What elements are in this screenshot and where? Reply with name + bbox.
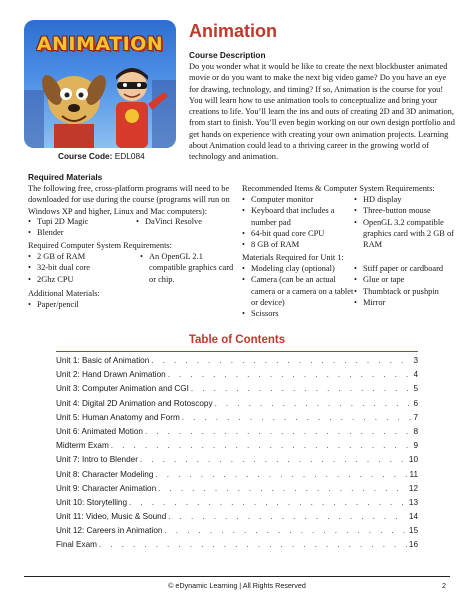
toc-entry-page: 3 <box>413 356 418 365</box>
toc-entry-label: Unit 4: Digital 2D Animation and Rotoscopy <box>56 398 213 408</box>
toc-entry[interactable] <box>56 512 418 526</box>
toc-entry[interactable] <box>56 455 418 469</box>
required-materials-intro: The following free, cross-platform programs will need to be downloaded for use during the course (programs will run on Windows XP and higher, Linux and Mac computers): <box>28 184 230 216</box>
toc-leader-dots <box>155 470 407 479</box>
course-code-label: Course Code: <box>58 151 113 161</box>
toc-entry-page: 14 <box>408 512 418 522</box>
list-item: • Tupi 2D Magic <box>28 216 130 227</box>
recommended-list <box>242 194 462 250</box>
toc-leader-dots <box>140 455 407 464</box>
list-item: • OpenGL 3.2 compatible graphics card with 2 GB of RAM <box>354 217 462 251</box>
list-item: • An OpenGL 2.1 compatible graphics card or chip. <box>140 251 238 285</box>
additional-materials-list <box>28 299 238 310</box>
course-code-value: EDL084 <box>114 151 145 161</box>
additional-materials-heading: Additional Materials: <box>28 289 100 298</box>
list-item: • Scissors <box>242 308 354 319</box>
list-item: • 8 GB of RAM <box>242 239 354 250</box>
toc-title: Table of Contents <box>188 334 286 346</box>
page-title: Animation <box>189 21 277 41</box>
toc-entry-label: Unit 1: Basic of Animation <box>56 356 150 365</box>
toc-entry-page: 5 <box>413 384 418 394</box>
course-cover-image <box>24 20 176 148</box>
list-item: • Paper/pencil <box>28 299 238 310</box>
list-item: • 2 GB of RAM <box>28 251 140 262</box>
footer-copyright: © eDynamic Learning | All Rights Reserved <box>168 581 306 590</box>
toc-leader-dots <box>168 370 412 379</box>
list-item: • 2Ghz CPU <box>28 274 140 285</box>
list-item: • HD display <box>354 194 462 205</box>
toc-leader-dots <box>151 356 411 365</box>
course-description-text: Do you wonder what it would be like to create the next blockbuster animated movie or do you want to make the next big video game? Do you have an eye for drawing, technology, and timing? If so, Animation is the course for you! You will learn how to use animation tools to conceptualize and bring your creations to life. You’ll learn the ins and outs of creating 2D and 3D animation, from start to finish. You’ll even begin working on our own design portfolio and get hands on experience with creating your own animation projects. Learning about Animation could lead to a thriving career in the growing world of technology and animation. <box>189 62 455 162</box>
toc-entry-page: 12 <box>408 483 418 493</box>
toc-leader-dots <box>111 441 412 450</box>
toc-entry-page: 11 <box>409 469 418 479</box>
course-description-heading: Course Description <box>189 50 266 60</box>
unit1-materials-list <box>242 263 462 319</box>
toc-entry[interactable] <box>56 370 418 384</box>
list-item: • DaVinci Resolve <box>136 216 238 227</box>
cover-illustration <box>24 20 176 148</box>
toc-entry-label: Final Exam <box>56 540 97 550</box>
toc-entry[interactable] <box>56 441 418 455</box>
toc-entry-label: Midterm Exam <box>56 441 109 451</box>
system-requirements-list <box>28 251 238 285</box>
toc-entry-page: 8 <box>413 426 418 436</box>
toc-entry-label: Unit 3: Computer Animation and CGI <box>56 384 189 394</box>
toc-divider <box>56 351 418 352</box>
list-item: • Keyboard that includes a number pad <box>242 205 354 228</box>
toc-leader-dots <box>168 512 407 521</box>
toc-leader-dots <box>165 526 407 535</box>
list-item: • Blender <box>28 227 130 238</box>
page-number: 2 <box>442 581 446 590</box>
table-of-contents <box>56 356 418 555</box>
toc-entry[interactable] <box>56 399 418 413</box>
list-item: • 32-bit dual core <box>28 262 140 273</box>
list-item: • Glue or tape <box>354 274 462 285</box>
recommended-heading: Recommended Items & Computer System Requirements: <box>242 184 435 193</box>
toc-entry[interactable] <box>56 356 418 370</box>
toc-entry-label: Unit 12: Careers in Animation <box>56 526 163 536</box>
toc-entry[interactable] <box>56 526 418 540</box>
toc-entry[interactable] <box>56 384 418 398</box>
toc-entry-label: Unit 2: Hand Drawn Animation <box>56 370 166 380</box>
toc-entry-page: 4 <box>413 370 418 380</box>
toc-entry-page: 7 <box>413 412 418 422</box>
toc-entry-label: Unit 5: Human Anatomy and Form <box>56 412 180 422</box>
toc-leader-dots <box>158 484 407 493</box>
toc-entry[interactable] <box>56 427 418 441</box>
toc-entry[interactable] <box>56 413 418 427</box>
course-code <box>58 151 145 161</box>
toc-leader-dots <box>99 540 407 549</box>
toc-entry-page: 13 <box>408 497 418 507</box>
toc-leader-dots <box>182 413 412 422</box>
list-item: • Thumbtack or pushpin <box>354 286 462 297</box>
required-materials-heading: Required Materials <box>28 172 103 182</box>
toc-entry-label: Unit 7: Intro to Blender <box>56 455 138 465</box>
toc-entry-page: 6 <box>413 398 418 408</box>
toc-leader-dots <box>145 427 412 436</box>
toc-leader-dots <box>191 384 412 393</box>
list-item: • Mirror <box>354 297 462 308</box>
system-requirements-heading: Required Computer System Requirements: <box>28 241 172 250</box>
list-item: • Modeling clay (optional) <box>242 263 354 274</box>
toc-entry-label: Unit 9: Character Animation <box>56 483 157 493</box>
list-item: • Camera (can be an actual camera or a camera on a tablet or device) <box>242 274 354 308</box>
toc-entry[interactable] <box>56 498 418 512</box>
cover-title: ANIMATION <box>36 33 164 55</box>
software-list <box>28 216 238 239</box>
toc-entry-label: Unit 10: Storytelling <box>56 497 127 507</box>
toc-entry-page: 15 <box>408 526 418 536</box>
toc-entry-label: Unit 6: Animated Motion <box>56 426 143 436</box>
toc-leader-dots <box>215 399 412 408</box>
toc-entry-page: 10 <box>408 455 418 465</box>
toc-entry-page: 16 <box>408 540 418 550</box>
list-item: • Computer monitor <box>242 194 354 205</box>
toc-entry[interactable] <box>56 470 418 484</box>
toc-entry-label: Unit 8: Character Modeling <box>56 469 154 479</box>
toc-entry-label: Unit 11: Video, Music & Sound <box>56 512 167 522</box>
unit1-materials-heading: Materials Required for Unit 1: <box>242 253 344 262</box>
toc-leader-dots <box>129 498 407 507</box>
toc-entry[interactable] <box>56 540 418 554</box>
toc-entry-page: 9 <box>413 441 418 451</box>
list-item: • Stiff paper or cardboard <box>354 263 462 274</box>
list-item: • Three-button mouse <box>354 205 462 216</box>
footer-divider <box>24 576 450 577</box>
toc-entry[interactable] <box>56 484 418 498</box>
list-item: • 64-bit quad core CPU <box>242 228 354 239</box>
